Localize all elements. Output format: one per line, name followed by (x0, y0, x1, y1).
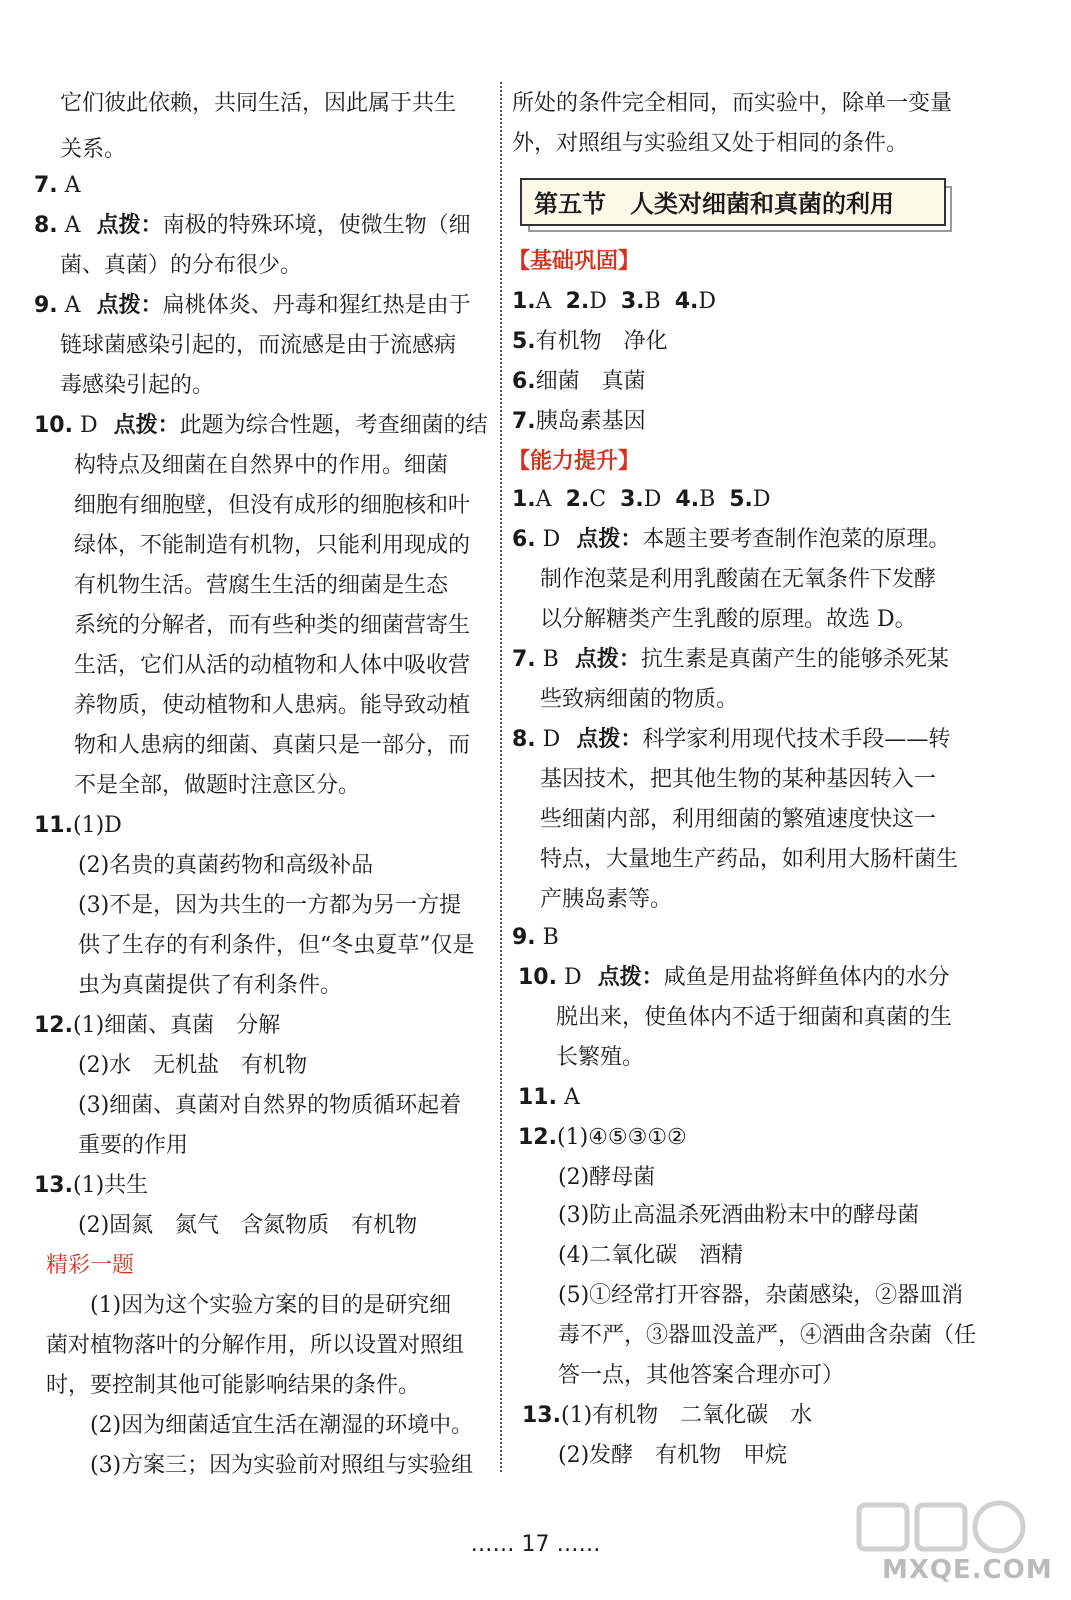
answer-part: (3)防止高温杀死酒曲粉末中的酵母菌 (558, 1203, 920, 1228)
answer-choice: C (589, 487, 607, 512)
answer-part: (1)共生 (72, 1173, 149, 1198)
answer-choice: A (64, 213, 81, 238)
answer-choice: A (535, 487, 552, 512)
answer-8 (34, 206, 471, 246)
question-number: 2. (565, 289, 590, 314)
text-line: 关系。 (60, 137, 127, 162)
answer-choice: A (64, 173, 81, 198)
ability-answer-10 (518, 958, 950, 998)
text-line: 生活，它们从活的动植物和人体中吸收营 (74, 653, 471, 678)
tip-label: 点拨： (113, 413, 180, 438)
question-number: 5. (512, 329, 536, 354)
basic-answer-6 (512, 362, 646, 402)
answer-part: (3)不是，因为共生的一方都为另一方提 (78, 893, 462, 918)
tip-text: 此题为综合性题，考查细菌的结 (179, 413, 488, 438)
ability-answer-6 (512, 520, 950, 560)
tip-label: 点拨： (96, 213, 163, 238)
question-number: 12. (518, 1125, 557, 1150)
answer-part: (3)细菌、真菌对自然界的物质循环起着 (78, 1093, 462, 1118)
text-line: 制作泡菜是利用乳酸菌在无氧条件下发酵 (540, 567, 937, 592)
section-title: 第五节 人类对细菌和真菌的利用 (534, 190, 894, 218)
answer-part: (1)有机物 二氧化碳 水 (560, 1403, 813, 1428)
tip-label: 点拨： (576, 727, 643, 752)
question-number: 3. (620, 487, 644, 512)
text-line: 重要的作用 (78, 1133, 189, 1158)
text-line: 养物质，使动植物和人患病。能导致动植 (74, 693, 471, 718)
question-number: 10. (34, 413, 73, 438)
text-line: 答一点，其他答案合理亦可） (558, 1363, 845, 1388)
highlight-title: 精彩一题 (46, 1253, 135, 1278)
question-number: 13. (34, 1173, 73, 1198)
ability-answer-13 (522, 1396, 812, 1436)
answer-choice: B (542, 925, 559, 950)
text-line: 些细菌内部，利用细菌的繁殖速度快这一 (540, 807, 937, 832)
answer-part: (2)固氮 氮气 含氮物质 有机物 (78, 1213, 418, 1238)
answer-choice: D (752, 487, 771, 512)
question-number: 11. (34, 813, 73, 838)
answer-part: (5)①经常打开容器，杂菌感染，②器皿消 (558, 1283, 964, 1308)
answer-part: (2)名贵的真菌药物和高级补品 (78, 853, 374, 878)
question-number: 7. (512, 647, 536, 672)
answer-choice: D (698, 289, 717, 314)
basic-row-1 (512, 282, 716, 322)
question-number: 1. (512, 289, 536, 314)
answer-part: (4)二氧化碳 酒精 (558, 1243, 744, 1268)
tip-text: 抗生素是真菌产生的能够杀死某 (640, 647, 949, 672)
question-number: 7. (34, 173, 58, 198)
text-line: (3)方案三；因为实验前对照组与实验组 (90, 1453, 474, 1478)
tip-text: 南极的特殊环境，使微生物（细 (162, 213, 471, 238)
text-line: 菌对植物落叶的分解作用，所以设置对照组 (46, 1333, 465, 1358)
answer-part: (2)发酵 有机物 甲烷 (558, 1443, 788, 1468)
text-line: 它们彼此依赖，共同生活，因此属于共生 (60, 91, 457, 116)
answer-7 (34, 166, 81, 206)
text-line: 时，要控制其他可能影响结果的条件。 (46, 1373, 421, 1398)
text-line: 虫为真菌提供了有利条件。 (78, 973, 343, 998)
answer-12 (34, 1006, 280, 1046)
answer-9 (34, 286, 471, 326)
page-number: …… 17 …… (470, 1532, 601, 1557)
question-number: 7. (512, 409, 536, 434)
basic-answer-5 (512, 322, 668, 362)
question-number: 3. (620, 289, 645, 314)
text-line: 细胞有细胞壁，但没有成形的细胞核和叶 (74, 493, 471, 518)
text-line: 不是全部，做题时注意区分。 (74, 773, 361, 798)
ability-row-1 (512, 480, 771, 520)
question-number: 11. (518, 1085, 557, 1110)
text-line: 有机物生活。营腐生生活的细菌是生态 (74, 573, 449, 598)
basic-tag: 【基础巩固】 (508, 249, 641, 274)
text-line: 脱出来，使鱼体内不适于细菌和真菌的生 (556, 1005, 953, 1030)
text-line: 特点，大量地生产药品，如利用大肠杆菌生 (540, 847, 959, 872)
text-line: 菌、真菌）的分布很少。 (60, 253, 303, 278)
answer-choice: D (542, 527, 561, 552)
text-line: 毒感染引起的。 (60, 373, 215, 398)
answer-part: (2)酵母菌 (558, 1165, 656, 1190)
question-number: 8. (34, 213, 58, 238)
text-line: 所处的条件完全相同，而实验中，除单一变量 (512, 91, 953, 116)
text-line: 物和人患病的细菌、真菌只是一部分，而 (74, 733, 471, 758)
ability-answer-7 (512, 640, 949, 680)
section-heading (520, 178, 946, 226)
tip-text: 咸鱼是用盐将鲜鱼体内的水分 (663, 965, 950, 990)
question-number: 6. (512, 369, 536, 394)
answer-text: 有机物 净化 (535, 329, 668, 354)
ability-answer-8 (512, 720, 950, 760)
tip-text: 本题主要考查制作泡菜的原理。 (642, 527, 951, 552)
answer-part: (1)④⑤③①② (556, 1125, 687, 1150)
tip-label: 点拨： (574, 647, 641, 672)
text-line: 外，对照组与实验组又处于相同的条件。 (512, 131, 909, 156)
answer-choice: A (64, 293, 81, 318)
ability-answer-9 (512, 918, 559, 958)
basic-answer-7 (512, 402, 646, 442)
answer-choice: B (699, 487, 716, 512)
text-line: 构特点及细菌在自然界中的作用。细菌 (74, 453, 449, 478)
ability-tag: 【能力提升】 (508, 449, 641, 474)
ability-answer-12 (518, 1118, 687, 1158)
answer-choice: D (589, 289, 607, 314)
tip-label: 点拨： (96, 293, 163, 318)
question-number: 13. (522, 1403, 561, 1428)
watermark-text: MXQE.COM (882, 1555, 1053, 1585)
answer-11 (34, 806, 122, 846)
text-line: 供了生存的有利条件，但“冬虫夏草”仅是 (78, 933, 475, 958)
text-line: 些致病细菌的物质。 (540, 687, 739, 712)
tip-label: 点拨： (597, 965, 664, 990)
answer-choice: A (563, 1085, 580, 1110)
text-line: 以分解糖类产生乳酸的原理。故选 D。 (540, 607, 917, 632)
question-number: 1. (512, 487, 536, 512)
question-number: 10. (518, 965, 557, 990)
question-number: 9. (34, 293, 58, 318)
question-number: 8. (512, 727, 536, 752)
column-divider (500, 82, 502, 1472)
tip-label: 点拨： (576, 527, 643, 552)
answer-text: 细菌 真菌 (535, 369, 646, 394)
ability-answer-11 (518, 1078, 580, 1118)
question-number: 12. (34, 1013, 73, 1038)
text-line: (1)因为这个实验方案的目的是研究细 (90, 1293, 452, 1318)
question-number: 6. (512, 527, 536, 552)
answer-choice: D (643, 487, 662, 512)
text-line: 链球菌感染引起的，而流感是由于流感病 (60, 333, 457, 358)
answer-choice: D (563, 965, 582, 990)
text-line: 长繁殖。 (556, 1045, 645, 1070)
answer-choice: B (644, 289, 661, 314)
tip-text: 科学家利用现代技术手段——转 (642, 727, 951, 752)
text-line: 毒不严，③器皿没盖严，④酒曲含杂菌（任 (558, 1323, 977, 1348)
answer-13 (34, 1166, 148, 1206)
tip-text: 扁桃体炎、丹毒和猩红热是由于 (162, 293, 471, 318)
text-line: 产胰岛素等。 (540, 887, 673, 912)
answer-choice: A (535, 289, 552, 314)
answer-choice: B (542, 647, 559, 672)
question-number: 4. (674, 289, 699, 314)
question-number: 5. (729, 487, 753, 512)
text-line: (2)因为细菌适宜生活在潮湿的环境中。 (90, 1413, 474, 1438)
answer-text: 胰岛素基因 (535, 409, 646, 434)
text-line: 基因技术，把其他生物的某种基因转入一 (540, 767, 937, 792)
answer-choice: D (542, 727, 561, 752)
answer-10 (34, 406, 488, 446)
question-number: 4. (675, 487, 700, 512)
answer-part: (1)D (72, 813, 122, 838)
text-line: 绿体，不能制造有机物，只能利用现成的 (74, 533, 471, 558)
answer-choice: D (79, 413, 98, 438)
text-line: 系统的分解者，而有些种类的细菌营寄生 (74, 613, 471, 638)
answer-part: (1)细菌、真菌 分解 (72, 1013, 281, 1038)
question-number: 2. (565, 487, 590, 512)
answer-part: (2)水 无机盐 有机物 (78, 1053, 308, 1078)
question-number: 9. (512, 925, 536, 950)
